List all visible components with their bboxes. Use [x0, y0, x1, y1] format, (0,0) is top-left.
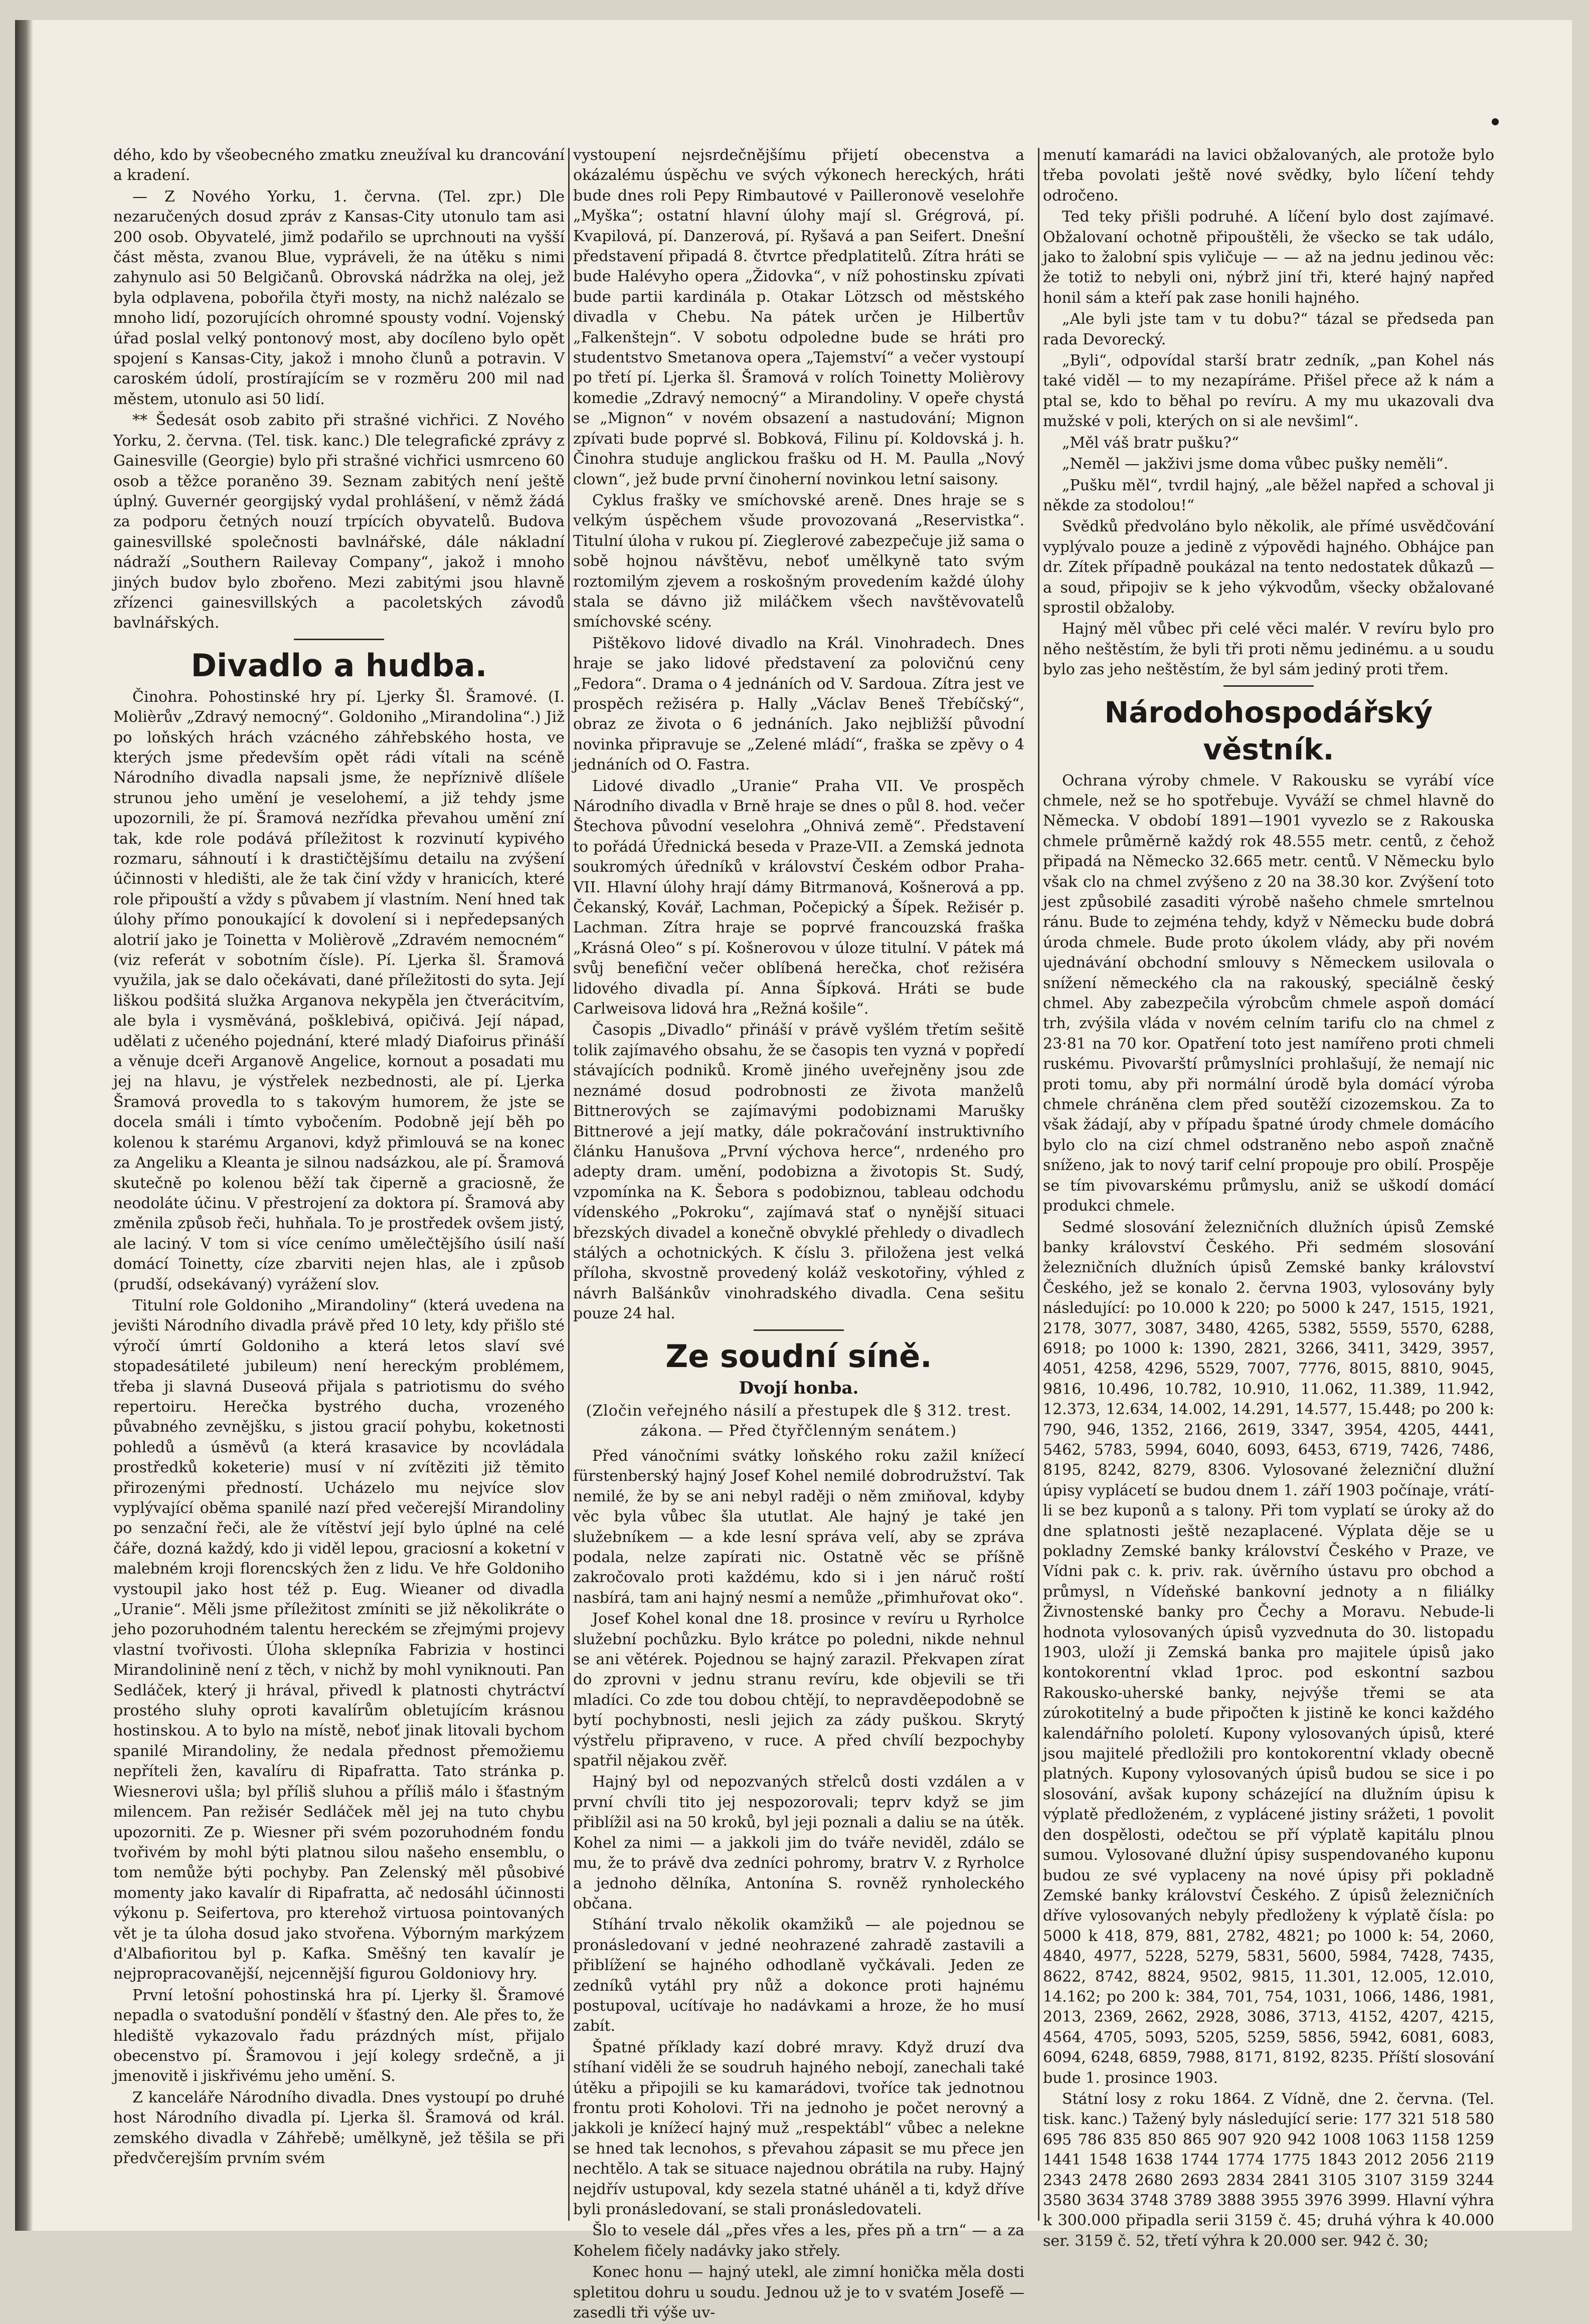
notice-paragraph: Cyklus frašky ve smíchovské areně. Dnes hraje se s velkým úspěchem všude provozovaná „Reservistka“. Titulní úloha v rukou pí. Zieglerové zabezpečuje již sama o sobě hojnou návštěvu, neboť umělkyně tato svým roztomilým zjevem a roskošným provedením každé úlohy stala se dávno již miláčkem všech navštěvovatelů smíchovské scény.: [573, 491, 1024, 631]
court-paragraph: Před vánočními svátky loňského roku zažil knížecí fürstenberský hajný Josef Kohel nemilé dobrodružství. Tak nemilé, že by se ani nebyl raději o něm zmiňoval, kdyby věc byla vůbec šla ututlat. Ale hajný je také jen služebníkem — a kde lesní správa velí, aby se zpráva podala, nelze zapírati nic. Ostatně věc se příšně zakročovalo proti každému, kdo si i jen náruč roští nasbírá, tam ani hajný nesmí a nemůže „přimhuřovat oko“.: [573, 1447, 1024, 1607]
court-paragraph: Konec honu — hajný utekl, ale zimní honička měla dosti spletitou dohru u soudu. Jednou už je to v svatém Josefě — zasedli tři výše uv-: [573, 2263, 1024, 2322]
news-paragraph: — Z Nového Yorku, 1. června. (Tel. zpr.) Dle nezaručených dosud zpráv z Kansas-City utonulo tam asi 200 osob. Obyvatelé, jimž podařilo se uprchnouti na vyšší část města, zvanou Blue, vypráveli, že na útěku s nimi zahynulo asi 50 Belgičanů. Obrovská nádržka na olej, jež byla odplavena, pobořila čtyři mosty, na nichž nalézalo se mnoho lidí, pozorujících ohromné spousty vodní. Vojenský úřad poslal velký pontonový most, aby docíleno bylo opět spojení s Kansas-City, jakož i mnoho člunů a potravin. V caroském údolí, prostírajícím se v rozměru 200 mil nad městem, utonulo asi 50 lidí.: [113, 187, 565, 408]
article-subtitle: Dvojí honba.: [739, 1378, 859, 1398]
scan-binding-shadow: [15, 20, 33, 2231]
court-paragraph: menutí kamarádi na lavici obžalovaných, ale protože bylo třeba povolati ještě nové svědky, bylo líčení tehdy odročeno.: [1043, 146, 1494, 205]
court-paragraph: Hajný byl od nepozvaných střelců dosti vzdálen a v první chvíli tito jej nespozorovali; teprv když se jim přiblížil asi na 50 kroků, byl jeji poznali a daliu se na útěk. Kohel za nimi — a jakkoli jim do tváře neviděl, zdálo se mu, že to právě dva zedníci pohromy, bratrv V. z Ryrholce a jednoho dělníka, Antonína S. rovněž rynholeckého občana.: [573, 1773, 1024, 1912]
court-paragraph: Ted teky přišli podruhé. A líčení bylo dost zajímavé. Obžalovaní ochotně připouštěli, že všecko se tak událo, jako to žalobní spis vyličuje — — až na jednu jedinou věc: že totiž to nebyli oni, nýbrž jiní tři, které hajný napřed honil sám a kteří pak zase honili hajného.: [1043, 208, 1494, 307]
news-paragraph: dého, kdo by všeobecného zmatku zneužíval ku drancování a kradení.: [113, 146, 565, 184]
court-paragraph: „Ale byli jste tam v tu dobu?“ tázal se předseda pan rada Devorecký.: [1043, 310, 1494, 348]
newspaper-page: [15, 20, 1572, 2322]
review-paragraph: Činohra. Pohostinské hry pí. Ljerky Šl. Šramové. (I. Molièrův „Zdravý nemocný“. Goldoniho „Mirandolina“.) Již po loňských hrách vzácného záhřebského hosta, ve kterých jsme především opět rádi vítali na scéně Národního divadla napsali jsme, že nepříznivě dlíšele strunou jeho umění je veselohemí, a již tehdy jsme upozornili, že pí. Šramová nezřídka převahou umění zní tak, kde role podává příležitost k rozvinutí kypivého rozmaru, sáhnoutí i k drastičtějšímu detailu na zvýšení účinnosti v hledišti, ale že tak činí vždy v hranicích, které role připouští a vždy s půvabem jí vlastním. Není hned tak úlohy přímo ponoukající k dovolení si i nepředepsaných alotrií jako je Toinetta v Molièrově „Zdravém nemocném“ (viz referát v sobotním čísle). Pí. Ljerka šl. Šramová využila, jak se dalo očekávati, dané příležitosti do syta. Její liškou podšitá služka Arganova nekypěla jen čtverácitvím, ale byla i vysměváná, pošklebivá, opičivá. Její nápad, udělati z učeného pojednání, které mladý Diafoirus přináší a věnuje dceři Arganově Angelice, kornout a posadati mu jej na hlavu, je výstřelek nezbednosti, ale pí. Ljerka Šramová provedla to s takovým humorem, že jste se docela smáli i tímto vybočením. Podobně její běh po kolenou k starému Arganovi, když přimlouvá se na konec za Angeliku a Kleanta je silnou nadsázkou, ale pí. Šramová skutečně po kolenou běží tak čiperně a graciosně, že neodoláte účinu. V přestrojení za doktora pí. Šramová aby změnila způsob řeči, huhňala. To je prostředek ovšem jistý, ale laciný. V tom si více cenímo umělečtějšího úsilí naší domácí Toinetty, cíze zbarviti nejen hlas, ale i způsob (prudší, odsekávaný) vyrážení slov.: [113, 688, 565, 1293]
notice-paragraph: Z kanceláře Národního divadla. Dnes vystoupí po druhé host Národního divadla pí. Ljerka šl. Šramová od král. zemského divadla v Záhřebě; umělkyně, jež těšila se při předvčerejším prvním svém: [113, 2088, 565, 2167]
section-title-theatre: Divadlo a hudba.: [191, 647, 487, 684]
news-paragraph: ** Šedesát osob zabito při strašné vichřici. Z Nového Yorku, 2. června. (Tel. tisk. kanc.) Dle telegrafické zprávy z Gainesville (Georgie) bylo při strašné vichřici usmrceno 60 osob a těžce poraněno 39. Seznam zabitých není ještě úplný. Guvernér georgijský vydal prohlášení, v němž žádá za podporu četných nouzí trpících obyvatelů. Budova gainesvillské společnosti bavlnářské, dále nákladní nádraží „Southern Railevay Company“, jakož i mnoho jiných budov bylo zbořeno. Mezi zabitými jsou hlavně zřízenci gainesvillských a pacoletských závodů bavlnářských.: [113, 412, 565, 632]
economy-paragraph: Ochrana výroby chmele. V Rakousku se vyrábí více chmele, než se ho spotřebuje. Vyváží se chmel hlavně do Německa. V období 1891—1901 vyvezlo se z Rakouska chmele průměrně každý rok 48.555 metr. centů, z čehož připadá na Německo 32.665 metr. centů. V Německu bylo však clo na chmel zvýšeno z 20 na 38.30 kor. Zvýšení toto jest způsobilé zasaditi výrobě našeho chmele smrtelnou ránu. Bude to zejména tehdy, když v Německu bude dobrá úroda chmele. Bude proto úkolem vlády, aby při novém ujednávání obchodní smlouvy s Německem usilovala o snížení německého cla na rakouský, speciálně český chmel. Aby zabezpečila výrobcům chmele aspoň domácí trh, zvýšila vláda v novém celním tarifu clo na chmel z 23·81 na 70 kor. Opatření toto jest namířeno proti chmeli ruskému. Pivovarští průmyslníci prohlašují, že nemají nic proti tomu, aby při normální úrodě byla domácí výroba chmele chráněna clem před soutěží cizozemskou. Za to však žádají, aby v případu špatné úrody chmele domácího bylo clo na cizí chmel odstraněno nebo aspoň značně sníženo, jak to nový tarif celní propouje pro obilí. Prospěje se tím pivovarskému průmyslu, aniž se uškodí domácí produkci chmele.: [1043, 771, 1494, 1215]
column-2: [573, 145, 1024, 2324]
section-divider: [1223, 685, 1314, 687]
court-paragraph: „Měl váš bratr pušku?“: [1062, 434, 1240, 452]
section-divider: [294, 639, 384, 640]
court-paragraph: Svědků předvoláno bylo několik, ale přímé usvědčování vyplývalo pouze a jedině z výpovědi hajného. Obhájce pan dr. Zítek případně poukázal na tento nedostatek důkazů — a soud, připojiv se k jeho výkvodům, všecky obžalované sprostil obžaloby.: [1043, 518, 1494, 617]
court-paragraph: „Pušku měl“, tvrdil hajný, „ale běžel napřed a schoval ji někde za stodolou!“: [1043, 476, 1494, 514]
section-title-court: Ze soudní síně.: [665, 1337, 932, 1375]
section-divider: [754, 1329, 844, 1331]
court-paragraph: „Byli“, odpovídal starší bratr zedník, „pan Kohel nás také viděl — to my nezapíráme. Přišel přece až k nám a ptal se, kdo to běhal po revíru. A my mu ukazovali dva mužské v poli, kterých on si ale nevšiml“.: [1043, 352, 1494, 431]
court-paragraph: „Neměl — jakživi jsme doma vůbec pušky neměli“.: [1062, 455, 1449, 473]
review-paragraph: První letošní pohostinská hra pí. Ljerky šl. Šramové nepadla o svatodušní pondělí v šťastný den. Ale přes to, že hlediště vykazovalo řadu prázdných míst, přijalo obecenstvo pí. Šramovou i její kolegy srdečně, a ji jmenovitě i jiskřivému jeho umění. S.: [113, 1986, 565, 2085]
court-paragraph: Špatné příklady kazí dobré mravy. Když druzí dva stíhaní viděli že se soudruh hajného nebojí, zanechali také útěku a připojili se ku kamarádovi, tvoříce tak jednotnou frontu proti Koholovi. Tři na jednoho je počet nerovný a jakkoli je knížecí hajný muž „respektábl“ vůbec a nelekne se hned tak lecnohos, s převahou zápasit se mu přece jen nechtělo. A tak se situace najednou obrátila na ruby. Hajný nejdřív ustupoval, kdy sezela statné uháněl a ti, když dříve byli pronásledovaní, se stali pronásledovateli.: [573, 2038, 1024, 2218]
section-title-economy: Národohospodářský věstník.: [1104, 695, 1433, 766]
column-3: [1043, 145, 1494, 2252]
ink-dot: [1492, 118, 1499, 125]
column-rule-1: [568, 148, 570, 2221]
court-paragraph: Hajný měl vůbec při celé věci malér. V revíru bylo pro něho neštěstím, že byli tři proti němu jedinému. a u soudu bylo zas jeho neštěstím, že byl sám jediný proti třem.: [1043, 620, 1494, 679]
court-paragraph: Josef Kohel konal dne 18. prosince v revíru u Ryrholce služební pochůzku. Bylo krátce po poledni, nikde nehnul se ani větérek. Pojednou se hajný zarazil. Překvapen zírat do zprovni v jednu stranu revíru, kde objevili se tři mladíci. Co zde tou dobou chtějí, to nepravděepodobně se bytí pochybnosti, nesli jejich za zády puškou. Skrytý výstřelu připraveno, v ruce. A před chvílí bezpochyby spatřil nějakou zvěř.: [573, 1610, 1024, 1770]
column-1: [113, 145, 565, 2170]
court-paragraph: Stíhání trvalo několik okamžiků — ale pojednou se pronásledovaní v jedné neohrazené zahradě zastavili a přiblížení se hajného odhodlaně vyčkávali. Jeden ze zedníků vytáhl pry nůž a dokonce proti hajnému postupoval, ucítívaje ho nadávkami a hroze, že ho musí zabít.: [573, 1916, 1024, 2035]
notice-paragraph: Časopis „Divadlo“ přináší v právě vyšlém třetím sešitě tolik zajímavého obsahu, že se časopis ten vyzná v popředí stávajících podniků. Kromě jiného uveřejněny jsou zde neznámé dosud podrobnosti ze života manželů Bittnerových se zajímavými podobiznami Marušky Bittnerové a její matky, dále pokračování instruktivního článku Hanušova „První výchova herce“, nrdeného pro adepty dram. umění, podobizna a životopis St. Sudý, vzpomínka na K. Šebora s podobiznou, tableau odchodu vídenského „Pokroku“, zajímavá stať o nynější situaci březských divadel a konečně obvyklé přehledy o divadlech stálých a ochotnických. K číslu 3. přiložena jest velká příloha, skvostně provedený koláž veskotořiny, výhled z návrh Balšánkův vinohradského divadla. Cena sešitu pouze 24 hal.: [573, 1021, 1024, 1323]
column-rule-2: [1038, 148, 1039, 2221]
notice-paragraph: Lidové divadlo „Uranie“ Praha VII. Ve prospěch Národního divadla v Brně hraje se dnes o půl 8. hod. večer Štechova původní veselohra „Ohnivá země“. Představení to pořádá Úřednická beseda v Praze-VII. a Zemská jednota soukromých úředníků v království Českém odbor Praha-VII. Hlavní úlohy hrají dámy Bitrmanová, Košnerová a pp. Čekanský, Kovář, Lachman, Počepický a Šípek. Režisér p. Lachman. Zítra hraje se poprvé francouzská fraška „Krásná Oleo“ s pí. Košnerovou v úloze titulní. V pátek má svůj benefiční večer oblíbená herečka, choť režiséra lidového divadla pí. Anna Šípková. Hráti se bude Carlweisova lidová hra „Režná košile“.: [573, 777, 1024, 1018]
economy-paragraph: Státní losy z roku 1864. Z Vídně, dne 2. června. (Tel. tisk. kanc.) Tažený byly následující serie: 177 321 518 580 695 786 835 850 865 907 920 942 1008 1063 1158 1259 1441 1548 1638 1744 1774 1775 1843 2012 2056 2119 2343 2478 2680 2693 2834 2841 3105 3107 3159 3244 3580 3634 3748 3789 3888 3955 3976 3999. Hlavní výhra k 300.000 připadla serii 3159 č. 45; druhá výhra k 40.000 ser. 3159 č. 52, třetí výhra k 20.000 ser. 942 č. 30;: [1043, 2090, 1494, 2250]
economy-paragraph: Sedmé slosování železničních dlužních úpisů Zemské banky království Českého. Při sedmém slosování železničních dlužních úpisů Zemské banky království Českého, jež se konalo 2. června 1903, vylosovány byly následující: po 10.000 k 220; po 5000 k 247, 1515, 1921, 2178, 3077, 3087, 3480, 4265, 5382, 5559, 5570, 6288, 6918; po 1000 k: 1390, 2821, 3266, 3411, 3429, 3957, 4051, 4258, 4296, 5529, 7007, 7776, 8015, 8810, 9045, 9816, 10.496, 10.782, 10.910, 11.062, 11.389, 11.942, 12.373, 12.634, 14.002, 14.291, 14.577, 15.448; po 200 k: 790, 946, 1352, 2166, 2619, 3347, 3954, 4205, 4441, 5462, 5783, 5994, 6040, 6093, 6453, 6719, 7426, 7486, 8195, 8242, 8279, 8306. Vylosované železniční dlužní úpisy vyplácetí se budou dnem 1. září 1903 počínaje, vrátí-li se bez kuponů a s talony. Při tom vyplatí se úroky až do dne splatnosti ještě nezaplacené. Výplata děje se u pokladny Zemské banky království Českého v Praze, ve Vídni pak c. k. priv. rak. úvěrního ústavu pro obchod a průmysl, n Vídeňské bankovní jednoty a n filiálky Živnostenské banky pro Čechy a Moravu. Nebude-li hodnota vylosovaných úpisů vyzvednuta do 30. listopadu 1903, uloží ji Zemská banka pro majitele úpisů jako kontokorentní vklad 1proc. pod eskontní sazbou Rakousko-uherské banky, nejvýše třemi se ata zúrokotitelný a bude připočten k jistině ke konci každého kalendářního pololetí. Kupony vylosovaných úpisů, které jsou majitelé předložili pro kontokorentní vklady obecně platných. Kupony vylosovaných úpisů budou se sice i po slosování, avšak kupony scházející na dlužním úpisu k výplatě předloženém, z vyplácené jistiny srážeti, 1 povolit den dospělosti, odečtou se pří výplatě kapitálu plnou sumou. Vylosované dlužní úpisy suspendovaného kuponu budou ze své vyplaceny na nové úpisy při pokladně Zemské banky království Českého. Z úpisů železničních dříve vylosovaných nebyly předloženy k výplatě čísla: po 5000 k 418, 879, 881, 2782, 4821; po 1000 k: 54, 2060, 4840, 4977, 5228, 5279, 5831, 5600, 5984, 7428, 7435, 8622, 8742, 8824, 9502, 9815, 11.301, 12.005, 12.010, 14.162; po 200 k: 384, 701, 754, 1031, 1066, 1486, 1981, 2013, 2369, 2662, 2928, 3086, 3713, 4152, 4207, 4215, 4564, 4705, 5093, 5205, 5259, 5856, 5942, 6081, 6083, 6094, 6248, 6859, 7988, 8171, 8192, 8235. Příští slosování bude 1. prosince 1903.: [1043, 1218, 1494, 2087]
article-deck: (Zločin veřejného násilí a přestupek dle § 312. trest. zákona. — Před čtyřčlenným senátem.): [586, 1402, 1012, 1440]
court-paragraph: Šlo to vesele dál „přes vřes a les, přes pň a trn“ — a za Kohelem fičely nadávky jako střely.: [573, 2222, 1024, 2260]
review-paragraph: Titulní role Goldoniho „Mirandoliny“ (která uvedena na jevišti Národního divadla právě před 10 lety, kdy přišlo sté výročí úmrtí Goldoniho a která letos slaví své stopadesátileté jubileum) není hereckým problémem, třeba ji slavná Duseová přijala s patriotismu do svého repertoiru. Herečka bystrého ducha, vrozeného půvabného zevnějšku, s jistou gracií pohybu, koketnosti pohledů a úsměvů (a která krasavice by ncovládala prostředků koketerie) musí v ní zvítěziti již těmito přirozenými předností. Ucházelo mu nejvíce slov vyplývající oběma spanilé nazí před večerejší Mirandoliny po senzační řeči, ale že vítěství její bylo úplné na celé čáře, dozná každý, kdo ji viděl lepou, graciosní a koketní v malebném kroji florencských žen z lidu. Ve hře Goldoniho vystoupil jako host též p. Eug. Wieaner od divadla „Uranie“. Měli jsme příležitost zmíniti se již několikráte o jeho pozoruhodném talentu hereckém se zřejmými projevy vlastní tvořivosti. Úloha sklepníka Fabrizia v hostinci Mirandolinině není z těch, v nichž by mohl vyniknouti. Pan Sedláček, který ji hrával, přivedl k platnosti chytráctví prostého sluhy oproti kavalírům obletujícím krásnou hostinskou. A to bylo na místě, neboť jinak litovali bychom spanilé Mirandoliny, že nedala přednost přemožiemu nepříteli žen, kavalíru di Ripafratta. Tato stránka p. Wiesnerovi ušla; byl příliš sluhou a příliš málo i šťastným milencem. Pan režisér Sedláček měl jej na tuto chybu upozorniti. Ze p. Wiesner při svém pozoruhodném fondu tvořivém by mohl býti platnou silou našeho ensemblu, o tom nemůže býti pochyby. Pan Zelenský měl působivé momenty jako kavalír di Ripafratta, ač nedosáhl účinnosti výkonu p. Seifertova, pro kterehož virtuosa pointovaných vět je ta úloha dosud jako stvořena. Výborným markýzem d'Albafioritou byl p. Kafka. Směšný ten kavalír je nejpropracovanější, nejcennější figurou Goldoniovy hry.: [113, 1296, 565, 1983]
notice-paragraph: Pištěkovo lidové divadlo na Král. Vinohradech. Dnes hraje se jako lidové představení za polovičnú ceny „Fedora“. Drama o 4 jednáních od V. Sardoua. Zítra jest ve prospěch režiséra p. Hally „Václav Beneš Třebíčský“, obraz ze života o 6 jednáních. Jako nejbližší původní novinka připravuje se „Zelené mládí“, fraška se zpěvy o 4 jednáních od O. Fastra.: [573, 634, 1024, 774]
notice-paragraph: vystoupení nejsrdečnějšímu přijetí obecenstva a okázalému úspěchu ve svých výkonech hereckých, hráti bude dnes roli Pepy Rimbautové v Pailleronově veselohře „Myška“; ostatní hlavní úlohy mají sl. Grégrová, pí. Kvapilová, pí. Danzerová, pí. Ryšavá a pan Seifert. Dnešní představení připadá 8. čtvrtce předplatitelů. Zítra hráti se bude Halévyho opera „Židovka“, v níž pohostinsku zpívati bude partii kardinála p. Otakar Lötzsch od městského divadla v Chebu. Na pátek určen je Hilbertův „Falkenštejn“. V sobotu odpoledne bude se hráti pro studentstvo Smetanova opera „Tajemství“ a večer vystoupí po třetí pí. Ljerka šl. Šramová v rolích Toinetty Molièrovy komedie „Zdravý nemocný“ a Mirandoliny. V opeře chystá se „Mignon“ v novém obsazení a nastudování; Mignon zpívati bude poprvé sl. Bobková, Filinu pí. Koldovská j. h. Činohra studuje anglickou frašku od H. M. Paulla „Nový clown“, jež bude první činoherní novinkou letní saisony.: [573, 146, 1024, 488]
